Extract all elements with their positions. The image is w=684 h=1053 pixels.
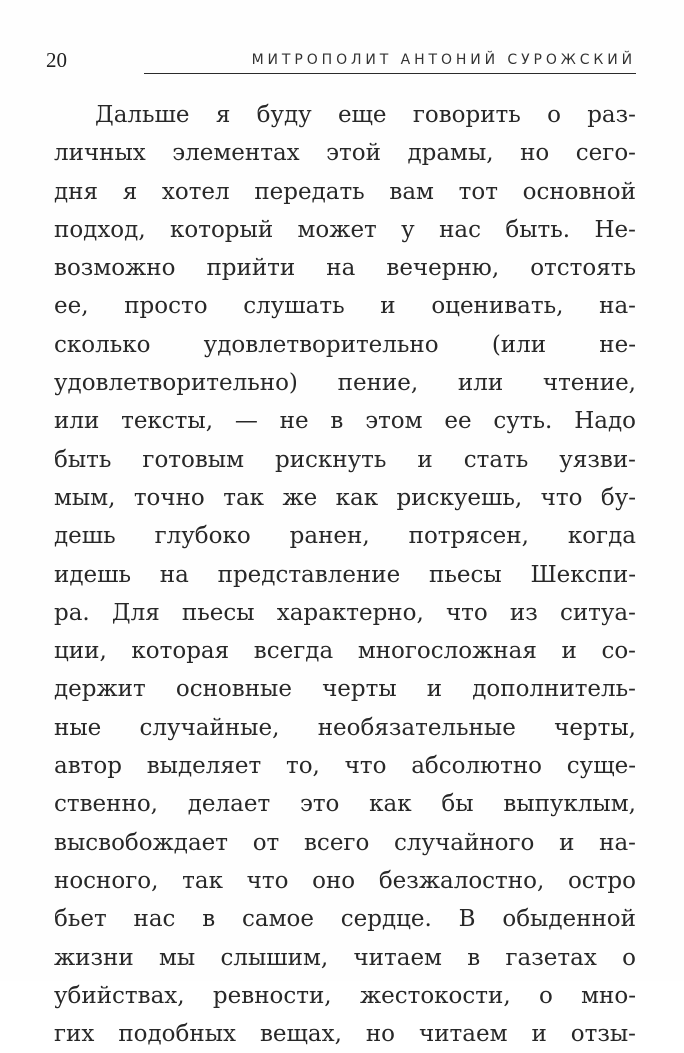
text-line: возможно прийти на вечерню, отстоять xyxy=(54,255,636,282)
text-line: автор выделяет то, что абсолютно суще- xyxy=(54,753,636,780)
text-line: ее, просто слушать и оценивать, на- xyxy=(54,293,636,320)
text-line: ции, которая всегда многосложная и со- xyxy=(54,638,636,665)
text-line: бьет нас в самое сердце. В обыденной xyxy=(54,906,636,933)
text-line: идешь на представление пьесы Шекспи- xyxy=(54,561,636,588)
text-line: дня я хотел передать вам тот основной xyxy=(54,178,636,205)
text-line: держит основные черты и дополнитель- xyxy=(54,676,636,703)
header-rule xyxy=(144,73,636,74)
text-line: дешь глубоко ранен, потрясен, когда xyxy=(54,523,636,550)
text-line: Дальше я буду еще говорить о раз- xyxy=(95,102,636,128)
text-line: высвобождает от всего случайного и на- xyxy=(54,829,636,856)
body-paragraph xyxy=(54,96,636,1053)
running-title: МИТРОПОЛИТ АНТОНИЙ СУРОЖСКИЙ xyxy=(251,52,636,68)
text-line: ные случайные, необязательные черты, xyxy=(54,714,636,741)
text-line: ра. Для пьесы характерно, что из ситуа- xyxy=(54,599,636,626)
text-line: носного, так что оно безжалостно, остро xyxy=(54,867,636,894)
text-line: жизни мы слышим, читаем в газетах о xyxy=(54,944,636,971)
page-number: 20 xyxy=(46,48,67,72)
text-line: или тексты, — не в этом ее суть. Надо xyxy=(54,408,636,435)
text-line: быть готовым рискнуть и стать уязви- xyxy=(54,446,636,473)
text-line: убийствах, ревности, жестокости, о мно- xyxy=(54,982,636,1009)
text-line: ственно, делает это как бы выпуклым, xyxy=(54,791,636,818)
text-line: подход, который может у нас быть. Не- xyxy=(54,216,636,243)
running-head xyxy=(46,40,636,80)
text-line: мым, точно так же как рискуешь, что бу- xyxy=(54,484,636,511)
text-line: гих подобных вещах, но читаем и отзы- xyxy=(54,1021,636,1048)
text-line: удовлетворительно) пение, или чтение, xyxy=(54,370,636,397)
text-line: сколько удовлетворительно (или не- xyxy=(54,331,636,358)
text-line: личных элементах этой драмы, но сего- xyxy=(54,140,636,167)
